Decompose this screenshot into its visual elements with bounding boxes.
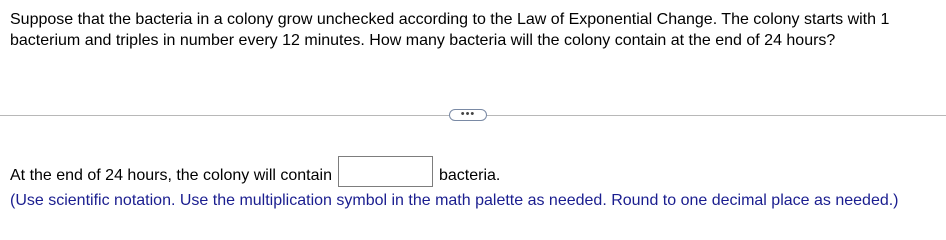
answer-suffix: bacteria. <box>438 167 501 184</box>
answer-instructions: (Use scientific notation. Use the multiplication symbol in the math palette as needed. Round to one decimal place as needed.) <box>10 192 899 209</box>
answer-input[interactable] <box>338 156 433 187</box>
answer-prefix: At the end of 24 hours, the colony will contain <box>10 167 332 184</box>
more-options-button[interactable]: ••• <box>449 109 487 121</box>
answer-line <box>10 155 500 187</box>
question-text: Suppose that the bacteria in a colony grow unchecked according to the Law of Exponential Change. The colony starts with 1 bacterium and triples in number every 12 minutes. How many bacteria will the colony contain at the end of 24 hours? <box>10 11 890 49</box>
